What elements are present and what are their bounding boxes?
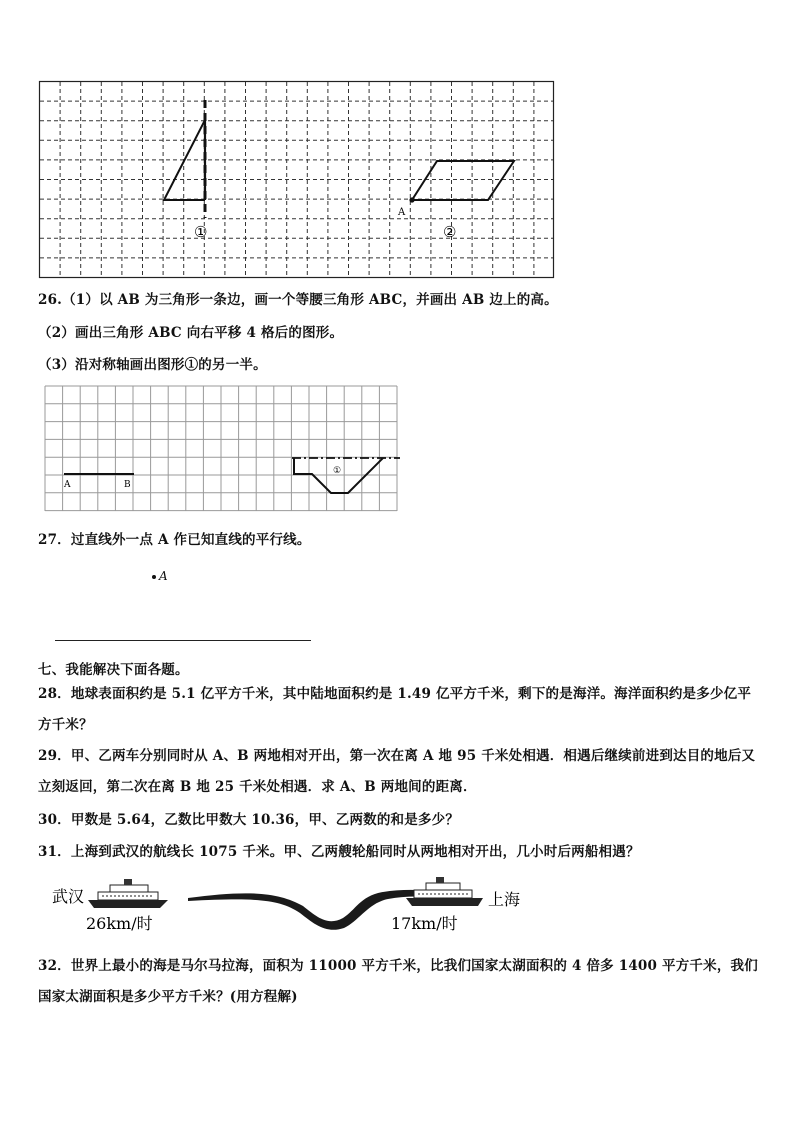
shape-2-label: ② — [443, 223, 457, 241]
city-shanghai-label: 上海 — [488, 890, 521, 909]
point-b-label: B — [124, 480, 131, 490]
ship-right-icon — [406, 877, 483, 906]
q26-line2: （2）画出三角形 ABC 向右平移 4 格后的图形。 — [38, 325, 344, 341]
parallelogram-shape — [412, 161, 514, 200]
ship-left-icon — [88, 879, 168, 908]
q28-text: 28．地球表面积约是 5.1 亿平方千米，其中陆地面积约是 1.49 亿平方千米，剩下的是海洋。海洋面积约是多少亿平方千米？ — [38, 686, 752, 733]
point-a-label: A — [159, 569, 168, 583]
figure-grid-2 — [44, 385, 402, 513]
figure-grid-1 — [38, 80, 556, 280]
q26-line3: （3）沿对称轴画出图形①的另一半。 — [38, 357, 267, 373]
given-line — [55, 640, 311, 641]
grid-lines — [40, 82, 554, 278]
speed-right-label: 17km/时 — [391, 914, 458, 933]
section-7-title: 七、我能解决下面各题。 — [38, 662, 189, 678]
speed-left-label: 26km/时 — [86, 914, 153, 933]
shape-1-label: ① — [333, 466, 342, 476]
point-a-dot — [152, 575, 156, 579]
city-wuhan-label: 武汉 — [52, 887, 85, 906]
q26-line1: 26.（1）以 AB 为三角形一条边，画一个等腰三角形 ABC，并画出 AB 边上的高。 — [38, 292, 558, 308]
half-triangle-shape — [164, 120, 205, 200]
point-a-label: A — [398, 207, 406, 218]
q29-text: 29．甲、乙两车分别同时从 A、B 两地相对开出，第一次在离 A 地 95 千米处相遇．相遇后继续前进到达目的地后又立刻返回，第二次在离 B 地 25 千米处相遇．求 A、B 两地间的距离． — [38, 748, 756, 795]
point-a-label: A — [64, 480, 71, 490]
shape-1-label: ① — [194, 223, 208, 241]
point-a-dot — [409, 197, 414, 202]
q27-text: 27．过直线外一点 A 作已知直线的平行线。 — [38, 532, 311, 548]
q32-text: 32．世界上最小的海是马尔马拉海，面积为 11000 平方千米，比我们国家太湖面积的 4 倍多 1400 平方千米，我们国家太湖面积是多少平方千米？(用方程解) — [38, 958, 758, 1005]
q31-text: 31．上海到武汉的航线长 1075 千米。甲、乙两艘轮船同时从两地相对开出，几小时后两船相遇？ — [38, 844, 640, 860]
point-a-marker — [152, 569, 168, 583]
q30-text: 30．甲数是 5.64，乙数比甲数大 10.36，甲、乙两数的和是多少？ — [38, 812, 460, 828]
q31-ship-diagram — [38, 868, 538, 940]
